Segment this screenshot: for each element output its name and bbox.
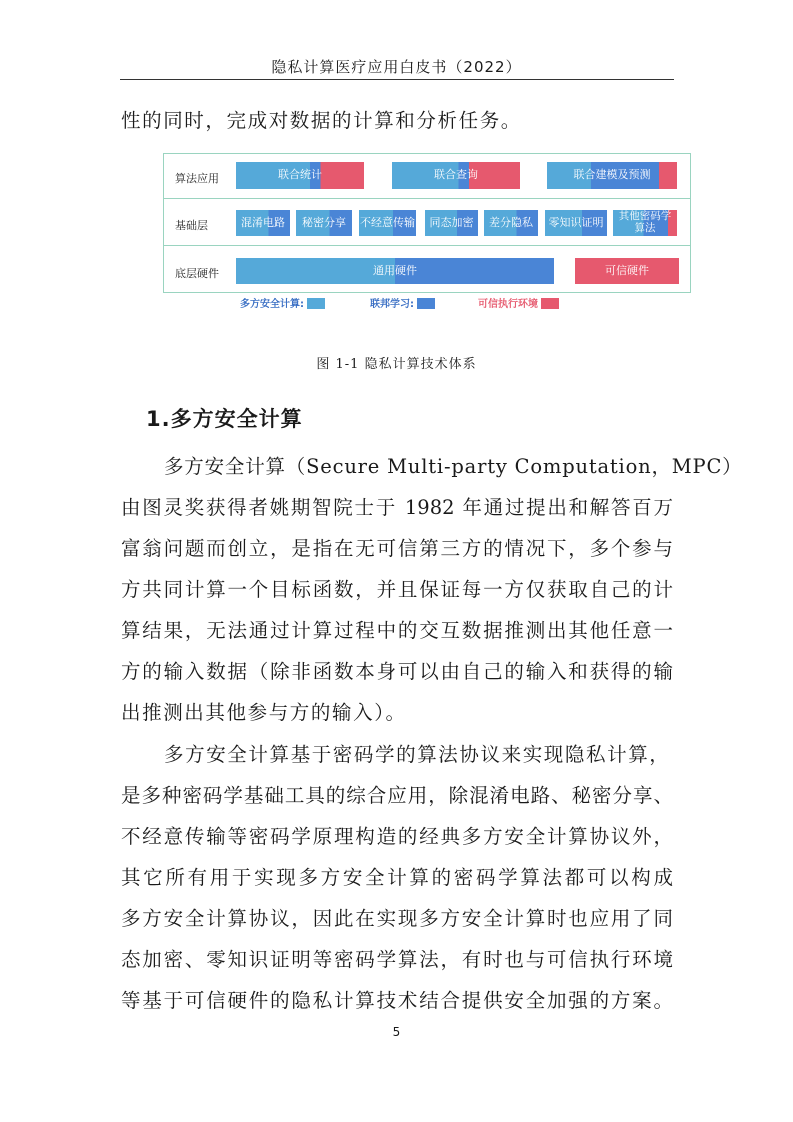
- paragraph-1-line: 方共同计算一个目标函数，并且保证每一方仅获取自己的计: [121, 578, 673, 601]
- privacy-computing-diagram: [163, 153, 691, 293]
- box-label: 可信硬件: [605, 263, 649, 277]
- box-label: 联合查询: [434, 168, 478, 182]
- box-label: 差分隐私: [489, 215, 533, 229]
- legend-label: 联邦学习:: [370, 299, 414, 310]
- paragraph-2-line: 多方安全计算协议，因此在实现多方安全计算时也应用了同: [121, 907, 673, 930]
- figure-divider: [164, 198, 690, 199]
- box-label: 不经意传输: [360, 215, 415, 229]
- paragraph-2-line: 不经意传输等密码学原理构造的经典多方安全计算协议外，: [121, 825, 673, 848]
- legend-label: 可信执行环境: [478, 299, 538, 310]
- box-label: 联合统计: [278, 168, 322, 182]
- paragraph-2-line: 是多种密码学基础工具的综合应用，除混淆电路、秘密分享、: [121, 784, 673, 807]
- section-heading: 1.多方安全计算: [146, 407, 303, 431]
- legend-fl: [370, 295, 435, 310]
- paragraph-2-line: 多方安全计算基于密码学的算法协议来实现隐私计算，: [164, 743, 671, 766]
- box-label: 其他密码学算法: [618, 210, 672, 234]
- figure-caption: 图 1-1 隐私计算技术体系: [316, 357, 477, 372]
- box-label: 秘密分享: [302, 215, 346, 229]
- box-general-hardware: [236, 258, 554, 284]
- paragraph-2-line: 等基于可信硬件的隐私计算技术结合提供安全加强的方案。: [121, 989, 673, 1012]
- paragraph-1-line: 出推测出其他参与方的输入）。: [121, 701, 407, 724]
- paragraph-1-line: 多方安全计算（Secure Multi-party Computation，MPC）: [164, 455, 743, 478]
- paragraph-1-line: 富翁问题而创立，是指在无可信第三方的情况下，多个参与: [121, 537, 673, 560]
- running-header: 隐私计算医疗应用白皮书（2022）: [271, 58, 522, 76]
- box-joint-modeling: [547, 162, 677, 189]
- header-rule: [120, 79, 674, 80]
- box-label: 通用硬件: [373, 263, 417, 277]
- paragraph-2-line: 其它所有用于实现多方安全计算的密码学算法都可以构成: [121, 866, 673, 889]
- intro-line: 性的同时，完成对数据的计算和分析任务。: [121, 109, 522, 132]
- row-label-algorithm: 算法应用: [175, 172, 219, 185]
- box-joint-query: [392, 162, 520, 189]
- box-label: 同态加密: [429, 215, 474, 229]
- box-joint-statistics: [236, 162, 364, 189]
- row-label-hardware: 底层硬件: [175, 267, 219, 280]
- box-homomorphic-encryption: [425, 210, 478, 236]
- figure-divider: [164, 245, 690, 246]
- paragraph-2-line: 态加密、零知识证明等密码学算法，有时也与可信执行环境: [121, 948, 673, 971]
- legend-swatch: [417, 298, 435, 309]
- box-trusted-hardware: [575, 258, 679, 284]
- paragraph-1-line: 方的输入数据（除非函数本身可以由自己的输入和获得的输: [121, 660, 673, 683]
- box-label: 混淆电路: [241, 215, 285, 229]
- paragraph-1-line: 由图灵奖获得者姚期智院士于 1982 年通过提出和解答百万: [121, 496, 673, 519]
- paragraph-1-line: 算结果，无法通过计算过程中的交互数据推测出其他任意一: [121, 619, 673, 642]
- legend-mpc: [240, 295, 325, 310]
- box-label: 联合建模及预测: [573, 168, 651, 182]
- box-oblivious-transfer: [359, 210, 416, 236]
- box-other-cryptography: [613, 210, 677, 236]
- legend-swatch: [307, 298, 325, 309]
- box-differential-privacy: [484, 210, 538, 236]
- legend-tee: [478, 295, 559, 310]
- legend-swatch: [541, 298, 559, 309]
- box-zero-knowledge-proof: [545, 210, 607, 236]
- legend-label: 多方安全计算:: [240, 299, 304, 310]
- box-secret-sharing: [296, 210, 352, 236]
- page-number: 5: [392, 1025, 401, 1039]
- row-label-foundation: 基础层: [175, 219, 208, 232]
- box-label: 零知识证明: [548, 215, 604, 229]
- box-garbled-circuit: [236, 210, 290, 236]
